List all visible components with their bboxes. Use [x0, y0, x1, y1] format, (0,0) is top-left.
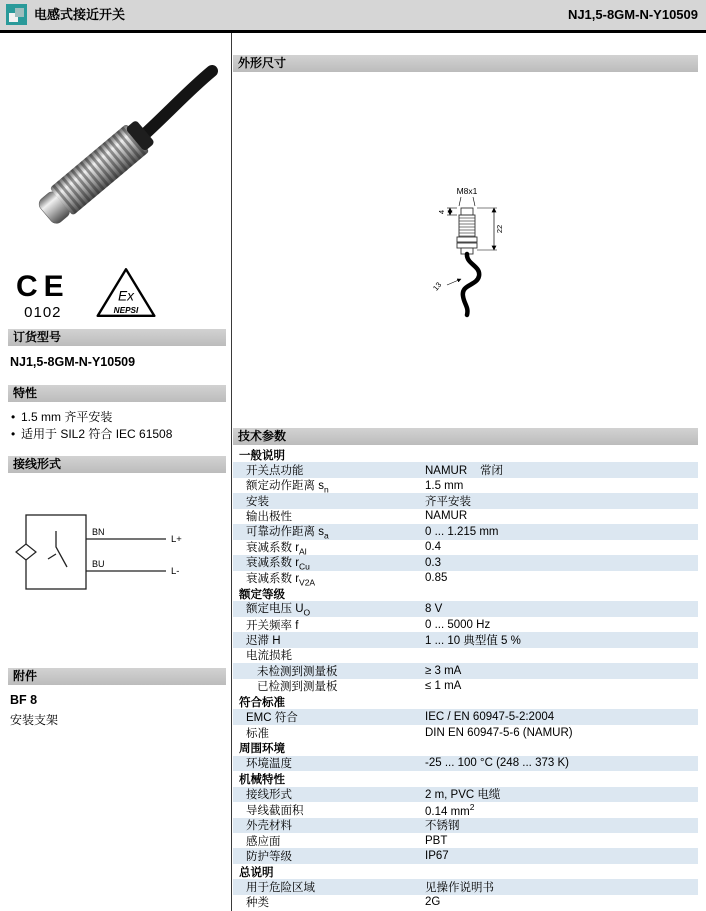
sensor-symbol-icon	[16, 544, 36, 560]
spec-row	[233, 601, 698, 616]
left-column	[8, 33, 226, 728]
header-bar	[0, 0, 706, 30]
spec-row	[233, 895, 698, 910]
spec-label: EMC 符合	[246, 712, 298, 725]
spec-row	[233, 478, 698, 493]
spec-row	[233, 818, 698, 833]
spec-value: 1 ... 10 典型值 5 %	[425, 634, 521, 647]
brand-icon-square	[15, 8, 24, 17]
spec-label: 标准	[246, 727, 269, 740]
spec-row	[233, 802, 698, 817]
spec-label: 安装	[246, 496, 269, 509]
spec-row	[233, 617, 698, 632]
feature-item: • 1.5 mm 齐平安装	[8, 409, 226, 426]
spec-label: 种类	[246, 897, 269, 910]
spec-value: 0.4	[425, 541, 441, 554]
spec-row	[233, 848, 698, 863]
spec-value: NAMUR 常闭	[425, 465, 503, 478]
spec-row	[233, 648, 698, 663]
section-features-heading: 特性	[8, 385, 226, 402]
section-tech-heading: 技术参数	[233, 428, 698, 445]
spec-value: ≥ 3 mA	[425, 664, 462, 677]
spec-label: 迟滞 H	[246, 634, 281, 647]
brand-icon	[6, 4, 27, 25]
spec-label: 衰减系数 $r_{Al}$	[246, 541, 307, 556]
page-title: 电感式接近开关	[34, 7, 126, 22]
sensor-cable	[146, 71, 212, 133]
features-list	[8, 409, 226, 443]
spec-value: 0 ... 5000 Hz	[425, 618, 491, 631]
spec-value: 2G	[425, 896, 441, 909]
certification-marks	[16, 265, 226, 321]
spec-label: 外壳材料	[246, 820, 292, 833]
spec-section-title: 总说明	[239, 866, 274, 879]
spec-label: 开关频率 f	[246, 619, 299, 632]
spec-section-title: 机械特性	[239, 773, 285, 786]
spec-value: 8 V	[425, 603, 443, 616]
spec-row	[233, 725, 698, 740]
spec-label: 额定电压 $U_O$	[246, 603, 311, 618]
wiring-diagram	[10, 509, 200, 601]
spec-label: 电流损耗	[246, 650, 292, 663]
spec-value: 齐平安装	[425, 496, 471, 509]
dim-label-face: 4	[437, 209, 446, 215]
spec-row	[233, 540, 698, 555]
tech-table	[233, 447, 698, 910]
product-photo-image	[8, 53, 218, 263]
dimension-drawing	[411, 184, 531, 329]
spec-label: 防护等级	[246, 851, 292, 864]
spec-row	[233, 462, 698, 477]
spec-label: 衰减系数 $r_{Cu}$	[246, 557, 310, 572]
switch-symbol-icon	[48, 531, 67, 567]
spec-label: 已检测到测量板	[257, 681, 338, 694]
ce-logo-text: CE	[16, 270, 70, 303]
spec-value: 0 ... 1.215 mm	[425, 525, 499, 538]
spec-row	[233, 709, 698, 724]
section-dimensions-heading: 外形尺寸	[233, 55, 698, 72]
nepsi-label: NEPSI	[113, 306, 139, 316]
order-part-number: NJ1,5-8GM-N-Y10509	[10, 355, 136, 369]
spec-row	[233, 756, 698, 771]
ex-nepsi-mark	[94, 265, 158, 321]
dim-leader	[459, 197, 461, 206]
spec-label: 环境温度	[246, 758, 292, 771]
feature-item: • 适用于 SIL2 符合 IEC 61508	[8, 426, 226, 443]
right-column	[233, 33, 698, 910]
spec-row	[233, 632, 698, 647]
spec-row	[233, 787, 698, 802]
dim-leader	[473, 197, 475, 206]
spec-row	[233, 524, 698, 539]
header-part-number: NJ1,5-8GM-N-Y10509	[567, 7, 698, 22]
spec-label: 衰减系数 $r_{V2A}$	[246, 572, 316, 587]
spec-value: 0.3	[425, 556, 441, 569]
spec-label: 未检测到测量板	[257, 665, 338, 678]
spec-value: ≤ 1 mA	[425, 680, 462, 693]
spec-value: DIN EN 60947-5-6 (NAMUR)	[425, 726, 573, 739]
accessory-name: BF 8	[10, 693, 38, 707]
sensor-barrel	[34, 117, 157, 228]
sensor-outline	[457, 208, 479, 315]
dim-label-thread: M8x1	[456, 186, 478, 196]
spec-label: 开关点功能	[246, 465, 304, 478]
spec-label: 感应面	[246, 835, 281, 848]
wire-label-bu: BU	[92, 559, 105, 569]
spec-section-title: 一般说明	[239, 449, 285, 462]
cable-outline	[463, 254, 479, 315]
section-connection-heading: 接线形式	[8, 456, 226, 473]
spec-row	[233, 555, 698, 570]
dimension-drawing-area	[233, 72, 698, 428]
spec-value: 2 m, PVC 电缆	[425, 789, 501, 802]
spec-section-title: 周围环境	[239, 743, 285, 756]
spec-row	[233, 833, 698, 848]
wire-label-bn: BN	[92, 527, 105, 537]
ce-number: 0102	[24, 304, 62, 321]
spec-value: 不锈钢	[425, 820, 460, 833]
spec-label: 导线截面积	[246, 804, 304, 817]
ce-mark	[16, 272, 70, 321]
spec-value: 见操作说明书	[425, 881, 494, 894]
product-photo	[8, 53, 226, 263]
ex-label: Ex	[117, 288, 134, 304]
spec-value: NAMUR	[425, 510, 468, 523]
spec-row	[233, 679, 698, 694]
spec-row	[233, 493, 698, 508]
spec-row	[233, 879, 698, 894]
spec-label: 额定动作距离 $s_n$	[246, 479, 329, 495]
dim-label-length: 22	[495, 224, 504, 234]
spec-value: 0.85	[425, 572, 448, 585]
spec-label: 可靠动作距离 $s_a$	[246, 526, 329, 541]
accessory-description: 安装支架	[10, 713, 59, 727]
wire-label-lminus: L-	[171, 566, 180, 577]
dim-label-cable: 13	[430, 280, 444, 293]
spec-label: 输出极性	[246, 511, 292, 524]
dim-leader-cable	[447, 279, 461, 285]
spec-row	[233, 509, 698, 524]
spec-section-title: 额定等级	[239, 588, 285, 601]
spec-row	[233, 663, 698, 678]
wire-label-lplus: L+	[171, 534, 182, 545]
section-order-heading: 订货型号	[8, 329, 226, 346]
section-accessories-heading: 附件	[8, 668, 226, 685]
spec-value: -25 ... 100 °C (248 ... 373 K)	[425, 757, 569, 770]
spec-section-title: 符合标准	[239, 696, 285, 709]
column-divider	[231, 33, 232, 911]
spec-value: IEC / EN 60947-5-2:2004	[425, 711, 555, 724]
spec-value: 0.14 $mm^2$	[425, 801, 475, 818]
spec-row	[233, 571, 698, 586]
spec-label: 接线形式	[246, 789, 292, 802]
spec-value: PBT	[425, 834, 448, 847]
spec-value: 1.5 mm	[425, 479, 464, 492]
spec-label: 用于危险区域	[246, 881, 315, 894]
spec-value: IP67	[425, 850, 449, 863]
